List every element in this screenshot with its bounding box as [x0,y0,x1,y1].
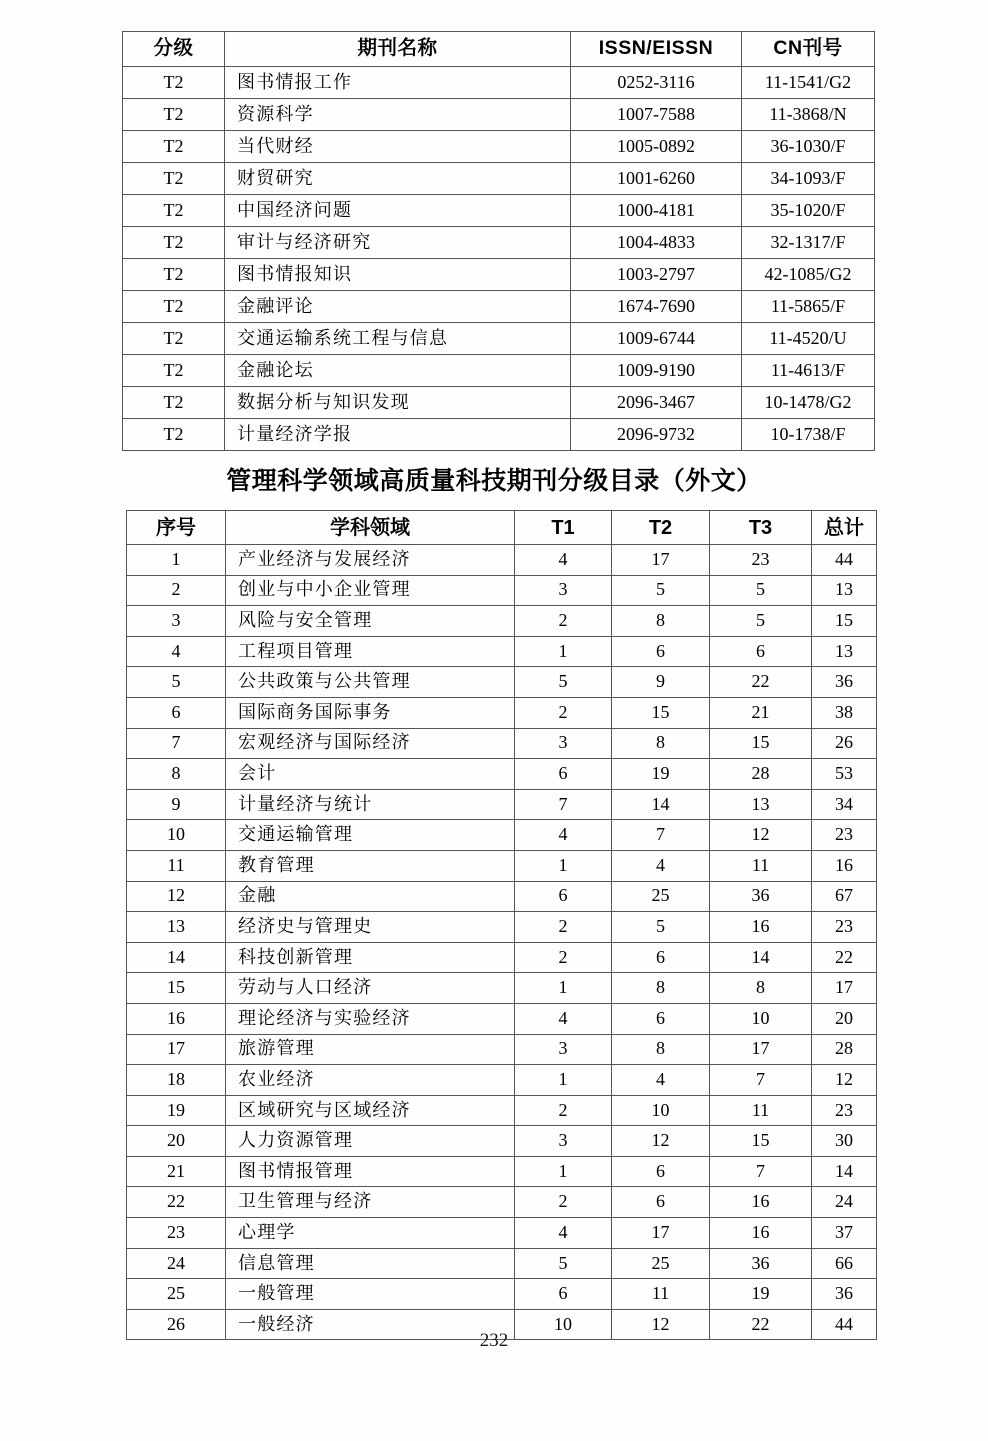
cell-t1: 4 [515,545,612,576]
cell-t2: 6 [612,636,710,667]
table-row [127,728,877,759]
cell-t3: 17 [710,1034,812,1065]
cell-t1: 2 [515,697,612,728]
cell-total: 28 [812,1034,877,1065]
cell-t3: 15 [710,728,812,759]
cell-index: 10 [127,820,226,851]
cell-index: 16 [127,1003,226,1034]
cell-field: 公共政策与公共管理 [226,667,515,698]
cell-total: 23 [812,820,877,851]
table-row [123,323,875,355]
table-row [127,881,877,912]
cell-issn: 1005-0892 [571,131,742,163]
cell-t1: 1 [515,636,612,667]
cell-t1: 1 [515,1065,612,1096]
cell-journal-name: 金融评论 [225,291,571,323]
cell-rank: T2 [123,67,225,99]
cell-t1: 5 [515,1248,612,1279]
cell-field: 风险与安全管理 [226,606,515,637]
discipline-summary-table [126,510,877,1340]
cell-rank: T2 [123,387,225,419]
cell-t2: 8 [612,1034,710,1065]
cell-t2: 9 [612,667,710,698]
cell-journal-name: 计量经济学报 [225,419,571,451]
cell-journal-name: 数据分析与知识发现 [225,387,571,419]
cell-t3: 7 [710,1065,812,1096]
cell-field: 教育管理 [226,850,515,881]
cell-issn: 1009-9190 [571,355,742,387]
cell-total: 53 [812,759,877,790]
table-row [127,1095,877,1126]
cell-issn: 1000-4181 [571,195,742,227]
cell-rank: T2 [123,323,225,355]
table-row [123,227,875,259]
cell-t3: 36 [710,881,812,912]
cell-journal-name: 财贸研究 [225,163,571,195]
table-row [123,195,875,227]
cell-total: 30 [812,1126,877,1157]
cell-total: 20 [812,1003,877,1034]
table-row [127,1003,877,1034]
table-row [127,912,877,943]
cell-t3: 5 [710,575,812,606]
table-row [127,1126,877,1157]
table-row [127,1065,877,1096]
cell-cn-number: 36-1030/F [742,131,875,163]
cell-cn-number: 11-5865/F [742,291,875,323]
table-row [123,291,875,323]
cell-field: 国际商务国际事务 [226,697,515,728]
column-header-cn-number: CN刊号 [742,32,875,67]
cell-cn-number: 11-4520/U [742,323,875,355]
cell-cn-number: 11-3868/N [742,99,875,131]
cell-t3: 16 [710,912,812,943]
cell-rank: T2 [123,163,225,195]
cell-journal-name: 资源科学 [225,99,571,131]
cell-total: 16 [812,850,877,881]
cell-cn-number: 42-1085/G2 [742,259,875,291]
cell-t2: 11 [612,1279,710,1310]
cell-t3: 11 [710,850,812,881]
cell-field: 理论经济与实验经济 [226,1003,515,1034]
cell-t2: 4 [612,1065,710,1096]
table-row [127,575,877,606]
cell-t3: 14 [710,942,812,973]
table-row [127,820,877,851]
cell-t1: 2 [515,1095,612,1126]
cell-t2: 6 [612,1003,710,1034]
cell-total: 14 [812,1156,877,1187]
cell-journal-name: 当代财经 [225,131,571,163]
cell-field: 旅游管理 [226,1034,515,1065]
cell-total: 15 [812,606,877,637]
table-row [127,545,877,576]
cell-t1: 6 [515,1279,612,1310]
cell-total: 12 [812,1065,877,1096]
cell-t2: 12 [612,1126,710,1157]
cell-journal-name: 审计与经济研究 [225,227,571,259]
journal-ranking-table [122,31,875,451]
cell-t2: 12 [612,1309,710,1340]
table-row [127,1156,877,1187]
cell-field: 一般管理 [226,1279,515,1310]
cell-field: 宏观经济与国际经济 [226,728,515,759]
cell-index: 5 [127,667,226,698]
cell-issn: 2096-9732 [571,419,742,451]
cell-rank: T2 [123,99,225,131]
cell-cn-number: 34-1093/F [742,163,875,195]
cell-t3: 21 [710,697,812,728]
cell-index: 2 [127,575,226,606]
cell-issn: 1007-7588 [571,99,742,131]
cell-field: 科技创新管理 [226,942,515,973]
cell-field: 金融 [226,881,515,912]
cell-field: 产业经济与发展经济 [226,545,515,576]
cell-t3: 6 [710,636,812,667]
cell-rank: T2 [123,195,225,227]
cell-t3: 28 [710,759,812,790]
table-row [127,606,877,637]
cell-t1: 7 [515,789,612,820]
cell-t2: 25 [612,1248,710,1279]
cell-index: 1 [127,545,226,576]
cell-t1: 10 [515,1309,612,1340]
cell-rank: T2 [123,131,225,163]
cell-total: 44 [812,545,877,576]
section-title: 管理科学领域高质量科技期刊分级目录（外文） [226,467,762,495]
cell-t1: 3 [515,575,612,606]
cell-total: 67 [812,881,877,912]
cell-index: 12 [127,881,226,912]
page-number: 232 [479,1330,509,1351]
cell-t3: 11 [710,1095,812,1126]
cell-field: 卫生管理与经济 [226,1187,515,1218]
journal-table-head [123,32,875,67]
cell-total: 34 [812,789,877,820]
cell-t1: 1 [515,973,612,1004]
cell-total: 17 [812,973,877,1004]
table-row [123,99,875,131]
cell-t2: 5 [612,912,710,943]
cell-t2: 15 [612,697,710,728]
cell-t1: 4 [515,820,612,851]
cell-total: 22 [812,942,877,973]
cell-total: 66 [812,1248,877,1279]
cell-field: 劳动与人口经济 [226,973,515,1004]
cell-issn: 1003-2797 [571,259,742,291]
cell-t1: 4 [515,1218,612,1249]
table-row [127,1218,877,1249]
cell-t3: 19 [710,1279,812,1310]
cell-index: 8 [127,759,226,790]
cell-index: 21 [127,1156,226,1187]
cell-total: 38 [812,697,877,728]
cell-index: 24 [127,1248,226,1279]
cell-cn-number: 11-4613/F [742,355,875,387]
cell-t1: 6 [515,759,612,790]
cell-t2: 8 [612,973,710,1004]
cell-index: 19 [127,1095,226,1126]
cell-index: 3 [127,606,226,637]
table-row [127,1187,877,1218]
cell-total: 23 [812,1095,877,1126]
cell-t3: 23 [710,545,812,576]
cell-t1: 4 [515,1003,612,1034]
cell-field: 计量经济与统计 [226,789,515,820]
cell-t2: 6 [612,942,710,973]
cell-t1: 3 [515,1126,612,1157]
cell-t1: 6 [515,881,612,912]
cell-t3: 7 [710,1156,812,1187]
table-row [127,759,877,790]
summary-table-head [127,511,877,545]
table-row [127,789,877,820]
cell-journal-name: 中国经济问题 [225,195,571,227]
journal-table-header-row [123,32,875,67]
table-row [123,387,875,419]
cell-index: 13 [127,912,226,943]
column-header-index: 序号 [127,511,226,545]
cell-t1: 2 [515,912,612,943]
cell-total: 26 [812,728,877,759]
column-header-t3: T3 [710,511,812,545]
table-row [127,942,877,973]
cell-t2: 7 [612,820,710,851]
table-row [123,419,875,451]
cell-issn: 1674-7690 [571,291,742,323]
cell-t3: 16 [710,1218,812,1249]
cell-cn-number: 10-1738/F [742,419,875,451]
cell-t3: 13 [710,789,812,820]
cell-index: 26 [127,1309,226,1340]
cell-rank: T2 [123,419,225,451]
cell-index: 15 [127,973,226,1004]
column-header-issn: ISSN/EISSN [571,32,742,67]
cell-t3: 22 [710,667,812,698]
cell-t1: 2 [515,606,612,637]
cell-issn: 1004-4833 [571,227,742,259]
cell-total: 13 [812,575,877,606]
cell-rank: T2 [123,291,225,323]
cell-index: 11 [127,850,226,881]
cell-rank: T2 [123,227,225,259]
table-row [127,1034,877,1065]
cell-field: 区域研究与区域经济 [226,1095,515,1126]
cell-total: 13 [812,636,877,667]
cell-cn-number: 35-1020/F [742,195,875,227]
cell-journal-name: 交通运输系统工程与信息 [225,323,571,355]
table-row [127,697,877,728]
cell-index: 9 [127,789,226,820]
cell-rank: T2 [123,259,225,291]
column-header-t2: T2 [612,511,710,545]
cell-index: 14 [127,942,226,973]
cell-t2: 10 [612,1095,710,1126]
cell-field: 经济史与管理史 [226,912,515,943]
table-row [127,636,877,667]
cell-index: 25 [127,1279,226,1310]
cell-total: 24 [812,1187,877,1218]
cell-t2: 5 [612,575,710,606]
table-row [123,131,875,163]
cell-field: 人力资源管理 [226,1126,515,1157]
cell-index: 7 [127,728,226,759]
column-header-journal-name: 期刊名称 [225,32,571,67]
cell-t2: 8 [612,606,710,637]
column-header-rank: 分级 [123,32,225,67]
cell-field: 会计 [226,759,515,790]
cell-t2: 25 [612,881,710,912]
cell-issn: 0252-3116 [571,67,742,99]
cell-index: 23 [127,1218,226,1249]
cell-index: 18 [127,1065,226,1096]
table-row [127,1248,877,1279]
cell-t2: 14 [612,789,710,820]
column-header-total: 总计 [812,511,877,545]
cell-t1: 2 [515,942,612,973]
cell-index: 4 [127,636,226,667]
table-row [127,1279,877,1310]
cell-cn-number: 10-1478/G2 [742,387,875,419]
column-header-field: 学科领域 [226,511,515,545]
cell-t2: 17 [612,1218,710,1249]
cell-t1: 1 [515,1156,612,1187]
cell-rank: T2 [123,355,225,387]
cell-t2: 17 [612,545,710,576]
cell-t2: 19 [612,759,710,790]
cell-index: 6 [127,697,226,728]
table-row [127,667,877,698]
cell-t3: 15 [710,1126,812,1157]
table-row [123,355,875,387]
cell-total: 36 [812,667,877,698]
cell-field: 农业经济 [226,1065,515,1096]
cell-journal-name: 金融论坛 [225,355,571,387]
table-row [123,67,875,99]
cell-total: 37 [812,1218,877,1249]
cell-total: 23 [812,912,877,943]
cell-issn: 1009-6744 [571,323,742,355]
cell-field: 心理学 [226,1218,515,1249]
column-header-t1: T1 [515,511,612,545]
journal-table-body [123,67,875,451]
cell-total: 36 [812,1279,877,1310]
cell-field: 工程项目管理 [226,636,515,667]
cell-t2: 4 [612,850,710,881]
cell-field: 一般经济 [226,1309,515,1340]
cell-field: 创业与中小企业管理 [226,575,515,606]
cell-t3: 22 [710,1309,812,1340]
cell-issn: 1001-6260 [571,163,742,195]
cell-t3: 16 [710,1187,812,1218]
cell-t3: 5 [710,606,812,637]
cell-t3: 10 [710,1003,812,1034]
cell-t1: 1 [515,850,612,881]
cell-cn-number: 11-1541/G2 [742,67,875,99]
cell-t1: 3 [515,728,612,759]
cell-t1: 3 [515,1034,612,1065]
cell-journal-name: 图书情报知识 [225,259,571,291]
cell-t2: 6 [612,1156,710,1187]
cell-field: 信息管理 [226,1248,515,1279]
summary-table-header-row [127,511,877,545]
cell-journal-name: 图书情报工作 [225,67,571,99]
cell-field: 交通运输管理 [226,820,515,851]
cell-t3: 36 [710,1248,812,1279]
table-row [127,850,877,881]
cell-t1: 2 [515,1187,612,1218]
cell-t3: 12 [710,820,812,851]
cell-total: 44 [812,1309,877,1340]
cell-index: 17 [127,1034,226,1065]
cell-field: 图书情报管理 [226,1156,515,1187]
cell-t2: 6 [612,1187,710,1218]
cell-t2: 8 [612,728,710,759]
cell-t3: 8 [710,973,812,1004]
cell-cn-number: 32-1317/F [742,227,875,259]
table-row [127,973,877,1004]
cell-index: 20 [127,1126,226,1157]
table-row [123,163,875,195]
cell-index: 22 [127,1187,226,1218]
table-row [123,259,875,291]
summary-table-body [127,545,877,1340]
cell-issn: 2096-3467 [571,387,742,419]
cell-t1: 5 [515,667,612,698]
